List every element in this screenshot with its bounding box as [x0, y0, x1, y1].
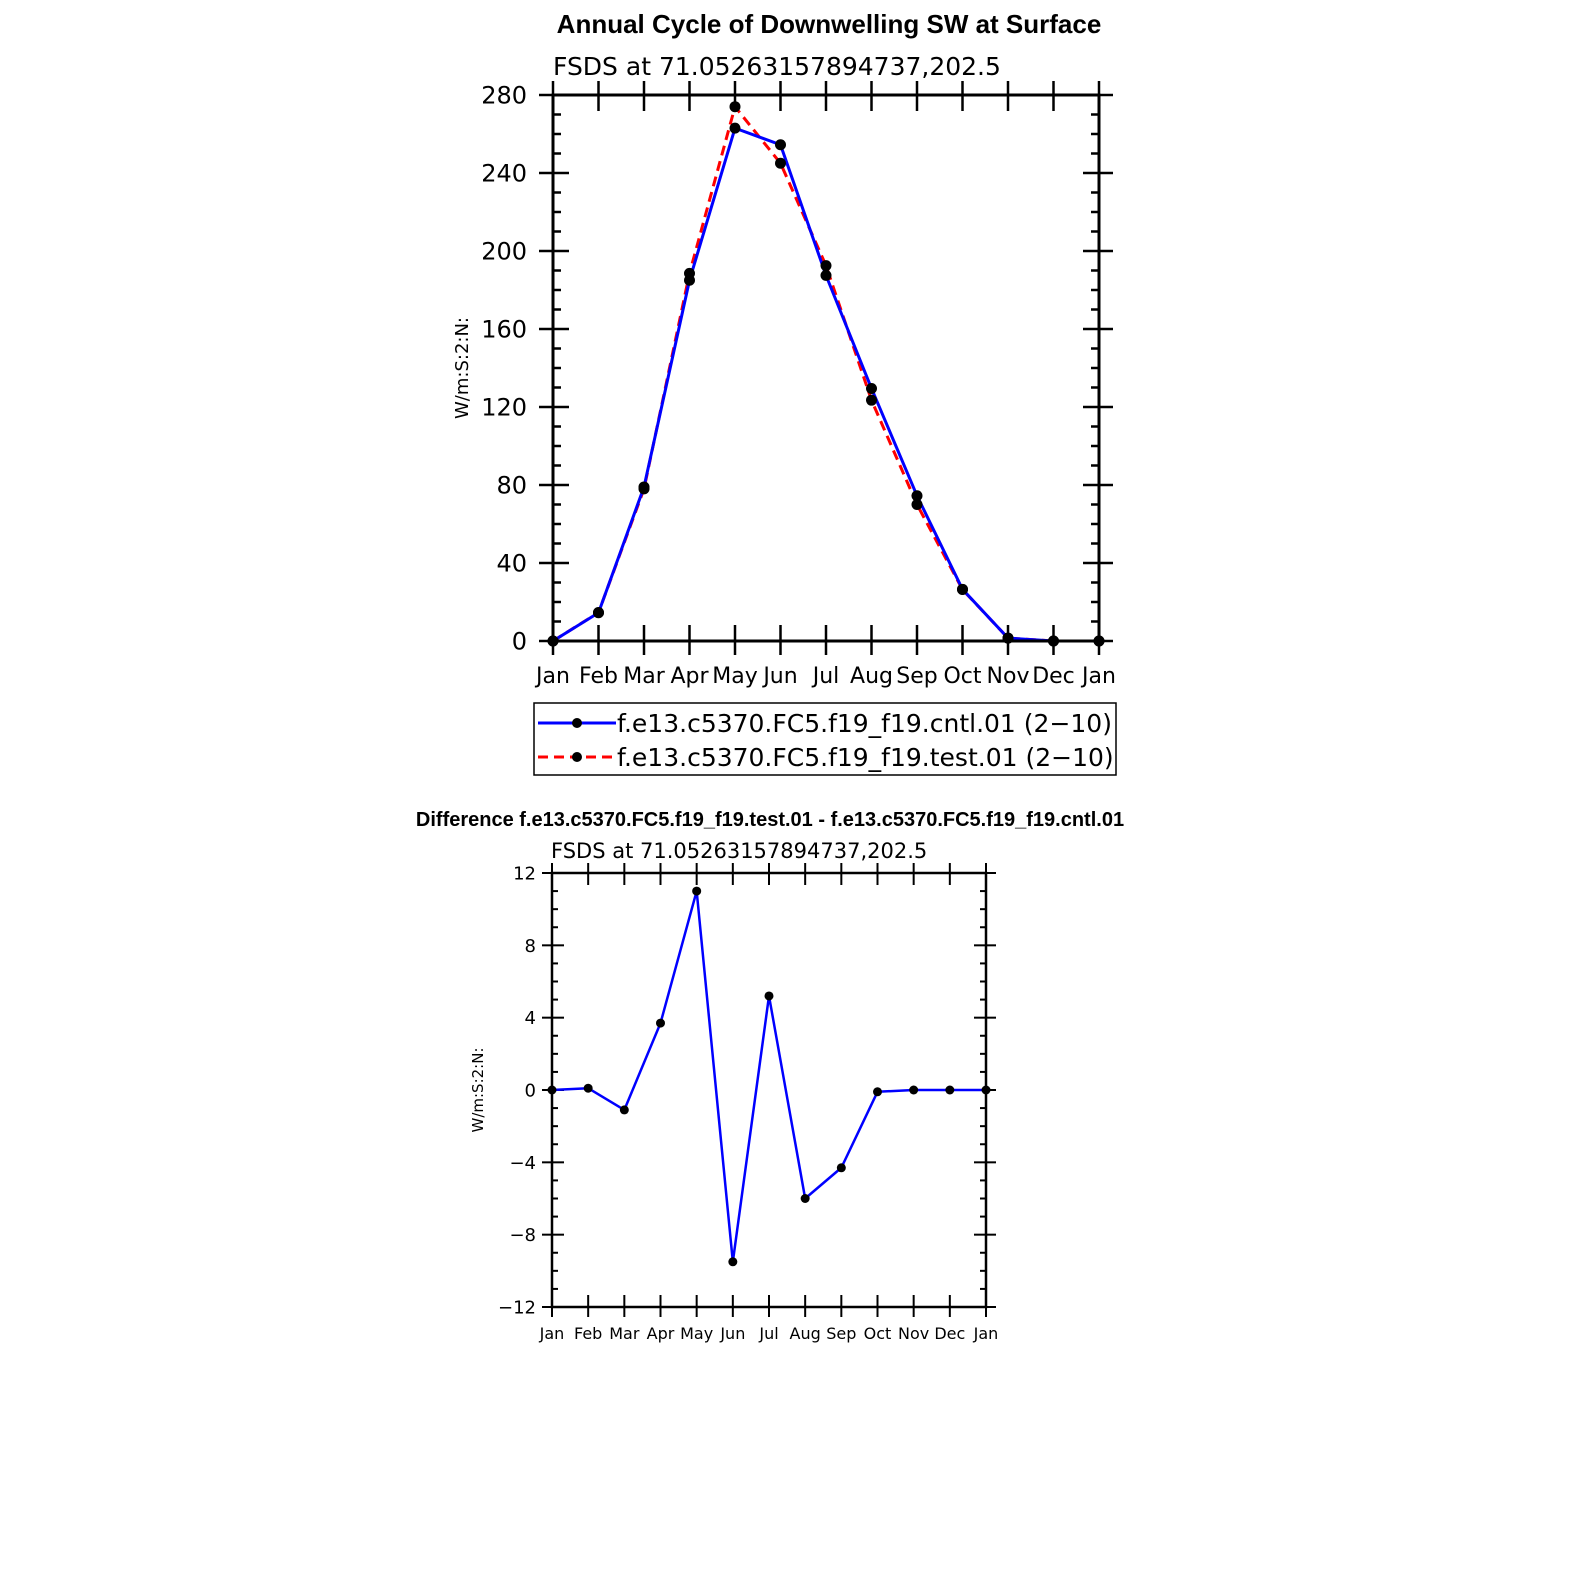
data-point-s1 [775, 158, 786, 169]
y-tick-label: −12 [498, 1297, 536, 1319]
ticks [498, 863, 998, 1343]
data-point-s0 [584, 1084, 593, 1093]
x-tick-label: Sep [826, 1324, 857, 1343]
data-point-s0 [730, 123, 741, 134]
series-line-0 [553, 128, 1099, 641]
y-axis-label: W/m:S:2:N: [469, 1047, 487, 1133]
y-tick-label: 80 [496, 471, 527, 500]
data-point-s0 [821, 270, 832, 281]
plot-marks [548, 887, 991, 1267]
y-tick-label: 8 [524, 935, 536, 957]
data-point-s1 [684, 268, 695, 279]
annual-cycle-chart [452, 9, 1116, 775]
x-tick-label: Jan [539, 1324, 565, 1343]
difference-chart [416, 809, 1124, 1343]
y-axis-label: W/m:S:2:N: [452, 317, 473, 419]
legend-marker-cntl [572, 718, 582, 728]
x-tick-label: Oct [943, 664, 982, 689]
data-point-s0 [866, 383, 877, 394]
legend-label-test: f.e13.c5370.FC5.f19_f19.test.01 (2−10) [617, 743, 1114, 772]
x-tick-label: Nov [898, 1324, 930, 1343]
legend-label-cntl: f.e13.c5370.FC5.f19_f19.cntl.01 (2−10) [617, 709, 1112, 738]
data-point-s0 [909, 1086, 918, 1095]
y-tick-label: −4 [509, 1152, 536, 1174]
x-tick-label: Jan [973, 1324, 999, 1343]
data-point-s0 [620, 1105, 629, 1114]
data-point-s1 [957, 584, 968, 595]
data-point-s1 [639, 483, 650, 494]
legend [534, 703, 1116, 775]
y-tick-label: 12 [513, 863, 536, 885]
data-point-s0 [728, 1257, 737, 1266]
y-tick-label: 280 [481, 81, 527, 110]
x-tick-label: Jan [1082, 664, 1116, 689]
data-point-s0 [656, 1019, 665, 1028]
plot-frame [553, 95, 1099, 641]
data-point-s0 [945, 1086, 954, 1095]
x-tick-label: Aug [789, 1324, 821, 1343]
series-line-0 [552, 891, 986, 1262]
data-point-s0 [801, 1194, 810, 1203]
x-tick-label: Dec [934, 1324, 966, 1343]
y-tick-label: 4 [524, 1008, 536, 1030]
data-point-s1 [866, 395, 877, 406]
x-tick-label: Feb [579, 664, 618, 689]
y-tick-label: 240 [481, 159, 527, 188]
x-tick-label: May [712, 664, 758, 689]
x-tick-label: Jul [812, 664, 840, 689]
x-tick-label: Jan [536, 664, 570, 689]
data-point-s1 [593, 607, 604, 618]
legend-marker-test [572, 752, 582, 762]
y-tick-label: 0 [524, 1080, 536, 1102]
data-point-s0 [873, 1087, 882, 1096]
y-tick-label: 120 [481, 393, 527, 422]
plot-marks [548, 101, 1105, 646]
x-tick-label: Mar [623, 664, 665, 689]
ticks [481, 81, 1116, 689]
x-tick-label: Jul [759, 1324, 779, 1343]
data-point-s1 [912, 499, 923, 510]
x-tick-label: Jun [763, 664, 798, 689]
x-tick-label: Jun [720, 1324, 746, 1343]
x-tick-label: Apr [646, 1324, 675, 1343]
x-tick-label: Nov [986, 664, 1030, 689]
data-point-s0 [692, 887, 701, 896]
chart-subtitle: FSDS at 71.05263157894737,202.5 [551, 839, 928, 863]
x-tick-label: Apr [670, 664, 709, 689]
x-tick-label: May [680, 1324, 714, 1343]
x-tick-label: Sep [896, 664, 938, 689]
x-tick-label: Dec [1032, 664, 1075, 689]
chart-title: Annual Cycle of Downwelling SW at Surface [556, 9, 1102, 39]
x-tick-label: Feb [574, 1324, 603, 1343]
y-tick-label: 0 [511, 627, 527, 656]
y-tick-label: 160 [481, 315, 527, 344]
x-tick-label: Aug [850, 664, 893, 689]
data-point-s1 [730, 101, 741, 112]
series-line-1 [553, 107, 1099, 641]
chart-subtitle: FSDS at 71.05263157894737,202.5 [553, 52, 1001, 81]
x-tick-label: Oct [863, 1324, 892, 1343]
y-tick-label: −8 [509, 1225, 536, 1247]
y-tick-label: 40 [496, 549, 527, 578]
y-tick-label: 200 [481, 237, 527, 266]
data-point-s0 [765, 991, 774, 1000]
x-tick-label: Mar [609, 1324, 640, 1343]
data-point-s0 [837, 1163, 846, 1172]
data-point-s1 [821, 260, 832, 271]
chart-title: Difference f.e13.c5370.FC5.f19_f19.test.01 - f.e13.c5370.FC5.f19_f19.cntl.01 [415, 809, 1125, 831]
data-point-s0 [775, 139, 786, 150]
